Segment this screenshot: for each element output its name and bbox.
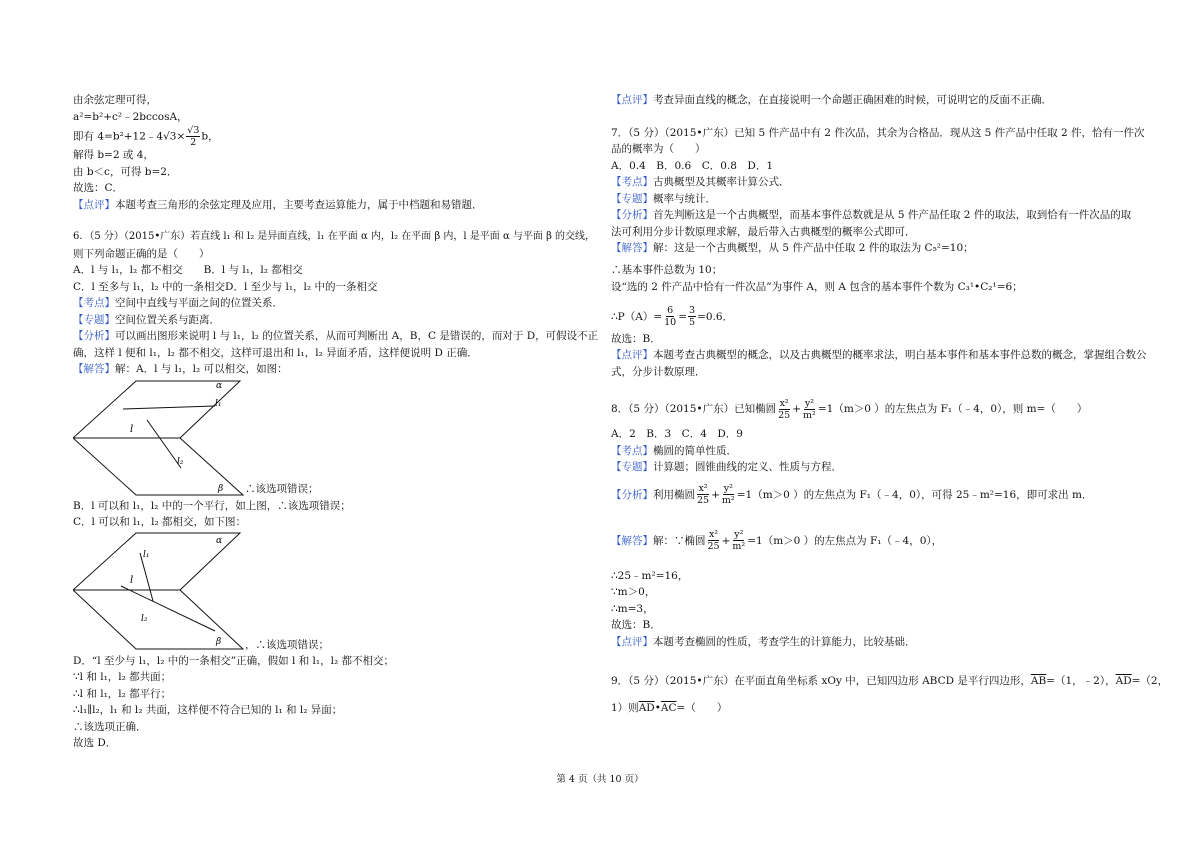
dianping-line <box>611 634 1131 651</box>
kaodian-tag: 【考点】 <box>611 444 653 457</box>
denominator: 2 <box>190 137 197 148</box>
denominator: 5 <box>689 317 696 328</box>
figure-caption: ∴该选项错误； <box>245 482 319 495</box>
denominator: m² <box>721 495 735 506</box>
text-line: 故选：C． <box>73 182 124 194</box>
dianping-line <box>611 347 1147 364</box>
fraction <box>663 305 677 328</box>
question-9-line <box>611 700 1131 717</box>
question-6-line: 则下列命题正确的是（ ） <box>73 247 210 260</box>
vector-ad: $\overline{AD}$ <box>1115 675 1132 687</box>
jieda-tag: 【解答】 <box>73 363 115 375</box>
alpha-label: α <box>216 535 223 546</box>
formula-text: + <box>792 403 802 415</box>
zhuanti-tag: 【专题】 <box>73 313 115 326</box>
text-line: ∴基本事件总数为 10； <box>611 264 723 276</box>
text-line: 解得 b=2 或 4， <box>73 149 154 161</box>
comment-text: 考查异面直线的概念，在直接说明一个命题正确困难的时候，可说明它的反面不正确． <box>653 94 1052 106</box>
fenxi-line: 法可利用分步计数原理求解，最后带入古典概型的概率公式即可． <box>611 225 916 238</box>
text-line: ∴l₁∥l₂，l₁ 和 l₂ 共面，这样便不符合已知的 l₁ 和 l₂ 异面； <box>73 704 343 716</box>
jieda-tag: 【解答】 <box>611 534 653 547</box>
figure-caption: ，∴该选项错误； <box>245 638 329 651</box>
formula-text: 即有 4=b²+12﹣4√3× <box>73 130 186 143</box>
jieda-text: 解：这是一个古典概型，从 5 件产品中任取 2 件的取法为 C₅²=10； <box>653 242 974 254</box>
fraction <box>707 529 721 552</box>
l1-label: l₁ <box>143 549 150 560</box>
zhuanti-text: 概率与统计． <box>653 192 716 205</box>
numerator: x² <box>779 397 789 409</box>
jieda-tag: 【解答】 <box>611 242 653 254</box>
dianping-line: 式，分步计数原理． <box>611 365 706 378</box>
text-line: 故选 D． <box>73 737 117 749</box>
fenxi-tag: 【分析】 <box>73 330 115 342</box>
formula-text: =0.6． <box>697 310 734 323</box>
text-line: ∵l 和 l₁，l₂ 都共面； <box>73 671 172 683</box>
text-line: ∴25﹣m²=16， <box>611 569 689 582</box>
fenxi-line <box>73 328 599 345</box>
l-label: l <box>130 423 134 435</box>
fenxi-text: 首先判断这是一个古典概型，而基本事件总数就是从 5 件产品任取 2 件的取法，取到恰有一件次品的取 <box>653 209 1132 221</box>
comment-line <box>611 92 1131 109</box>
denominator: m² <box>803 409 816 421</box>
jieda-text: 解：A．l 与 l₁，l₂ 可以相交，如图： <box>115 363 288 375</box>
text-line: 由 b＜c，可得 b=2． <box>73 165 178 178</box>
jieda-line <box>73 361 543 378</box>
text-line: ∴l 和 l₁，l₂ 都平行； <box>73 687 172 700</box>
kaodian-line <box>73 295 543 312</box>
left-column <box>73 92 599 752</box>
denominator: 25 <box>697 495 710 506</box>
numerator: 3 <box>689 305 696 316</box>
text-line: 由余弦定理可得， <box>73 94 157 106</box>
numerator: 6 <box>667 305 674 316</box>
l-label: l <box>130 574 134 586</box>
question-text: =（1，﹣2）， <box>1046 675 1116 687</box>
l1-label: l₁ <box>215 398 222 409</box>
question-text: 8．（5 分）（2015•广东）已知椭圆 <box>611 403 777 415</box>
kaodian-tag: 【考点】 <box>73 297 115 309</box>
fraction <box>777 398 791 421</box>
option-line: C．l 至多与 l₁，l₂ 中的一条相交D．l 至少与 l₁，l₂ 中的一条相交 <box>73 280 378 293</box>
denominator: m² <box>732 541 746 552</box>
dianping-text: 本题考查椭圆的性质，考查学生的计算能力，比较基础． <box>653 635 916 648</box>
zhuanti-tag: 【专题】 <box>611 461 653 473</box>
fraction <box>186 125 200 148</box>
formula-line: a²=b²+c²﹣2bccosA， <box>73 110 188 123</box>
question-6-line: 6．（5 分）（2015•广东）若直线 l₁ 和 l₂ 是异面直线，l₁ 在平面 α 内，l₂ 在平面 β 内，l 是平面 α 与平面 β 的交线， <box>73 231 596 242</box>
zhuanti-text: 空间位置关系与距离． <box>115 313 220 326</box>
text-line: 设“选的 2 件产品中恰有一件次品”为事件 A，则 A 包含的基本事件个数为 C₃¹•C₂¹=6； <box>611 280 1023 293</box>
question-8-line <box>611 392 1131 426</box>
planes-diagram <box>73 378 253 498</box>
kaodian-line <box>611 174 1131 191</box>
kaodian-line <box>611 443 1131 460</box>
option-line: A．2 B．3 C．4 D．9 <box>611 428 743 440</box>
vector-ac: $\overline{AC}$ <box>660 702 677 714</box>
formula-text: ∴P（A）= <box>611 310 663 323</box>
zhuanti-line <box>611 191 1131 208</box>
kaodian-tag: 【考点】 <box>611 176 653 188</box>
formula-line <box>611 303 1131 331</box>
kaodian-text: 空间中直线与平面之间的位置关系． <box>115 297 283 309</box>
comment-text: 本题考查三角形的余弦定理及应用，主要考查运算能力，属于中档题和易错题． <box>115 198 483 211</box>
numerator: √3 <box>187 125 200 136</box>
fenxi-line: 确，这样 l 便和 l₁，l₂ 都不相交，这样可退出和 l₁，l₂ 异面矛盾，这样便说明 D 正确． <box>73 346 478 359</box>
comment-tag: 【点评】 <box>73 198 115 211</box>
jieda-line <box>611 240 1131 262</box>
figure-planes-1 <box>73 378 543 498</box>
vector-ad: $\overline{AD}$ <box>638 702 655 714</box>
numerator: y² <box>734 529 744 540</box>
dianping-text: 本题考查古典概型的概念，以及古典概型的概率求法，明白基本事件和基本事件总数的概念，掌握组合数公 <box>653 349 1147 361</box>
fraction <box>731 529 746 552</box>
dot-operator: • <box>654 702 661 714</box>
dianping-tag: 【点评】 <box>611 349 653 361</box>
fenxi-tag: 【分析】 <box>611 209 653 221</box>
zhuanti-line <box>611 459 1131 476</box>
figure-planes-2 <box>73 531 543 653</box>
fraction <box>721 483 736 506</box>
fenxi-tag: 【分析】 <box>611 488 653 501</box>
option-line: C．l 可以和 l₁，l₂ 都相交，如下图： <box>73 516 247 528</box>
l2-label: l₂ <box>141 613 148 624</box>
fenxi-text: =1（m＞0 ）的左焦点为 F₁（﹣4，0），可得 25﹣m²=16，即可求出 m． <box>736 488 1093 501</box>
option-line: B．l 可以和 l₁，l₂ 中的一个平行，如上图，∴该选项错误； <box>73 499 351 512</box>
alpha-label: α <box>216 380 223 391</box>
formula-text: = <box>678 310 688 323</box>
beta-label: β <box>216 636 222 647</box>
question-text: 9．（5 分）（2015•广东）在平面直角坐标系 xOy 中，已知四边形 ABCD 是平行四边形， <box>611 675 1031 687</box>
jieda-line <box>611 522 1131 560</box>
fenxi-text: 利用椭圆 <box>653 488 695 501</box>
numerator: x² <box>698 483 708 494</box>
formula-text: + <box>721 534 731 547</box>
question-7-line: 7．（5 分）（2015•广东）已知 5 件产品中有 2 件次品，其余为合格品．现从这 5 件产品中任取 2 件，恰有一件次 <box>611 126 1145 139</box>
jieda-text: =1（m＞0 ）的左焦点为 F₁（﹣4，0）， <box>747 534 943 547</box>
question-text: =（2， <box>1131 675 1169 687</box>
option-line: D．“l 至少与 l₁，l₂ 中的一条相交”正确，假如 l 和 l₁，l₂ 都不相交； <box>73 654 395 667</box>
formula-text: + <box>711 488 720 501</box>
fenxi-line <box>611 207 1131 224</box>
fenxi-line <box>611 476 1131 514</box>
fraction <box>696 483 710 506</box>
option-line: A．0.4 B．0.6 C．0.8 D．1 <box>611 159 774 172</box>
planes-diagram <box>73 531 253 653</box>
text-line: 故选：B． <box>611 619 661 631</box>
denominator: 10 <box>664 317 677 328</box>
question-text: =1（m＞0 ）的左焦点为 F₁（﹣4，0），则 m=（ ） <box>817 403 1088 415</box>
numerator: y² <box>804 397 815 409</box>
fraction <box>688 305 696 328</box>
numerator: x² <box>708 529 719 540</box>
jieda-text: 解：∵椭圆 <box>653 534 706 547</box>
zhuanti-line <box>73 312 543 329</box>
kaodian-text: 古典概型及其概率计算公式． <box>653 176 790 188</box>
text-line: ∴m=3， <box>611 602 654 615</box>
beta-label: β <box>218 483 224 494</box>
comment-line <box>73 197 543 214</box>
page-footer: 第 4 页（共 10 页） <box>556 774 644 785</box>
l2-label: l₂ <box>177 456 184 467</box>
question-text: =（ ） <box>676 702 728 714</box>
denominator: 25 <box>778 409 791 421</box>
zhuanti-tag: 【专题】 <box>611 192 653 205</box>
comment-tag: 【点评】 <box>611 94 653 106</box>
formula-text: b， <box>201 130 219 143</box>
zhuanti-text: 计算题；圆锥曲线的定义、性质与方程． <box>653 461 842 473</box>
numerator: y² <box>723 483 733 494</box>
denominator: 25 <box>707 541 720 552</box>
option-line: A．l 与 l₁，l₂ 都不相交 B．l 与 l₁，l₂ 都相交 <box>73 264 303 276</box>
question-9-line <box>611 670 1169 692</box>
kaodian-text: 椭圆的简单性质． <box>653 444 737 457</box>
fraction <box>802 398 817 421</box>
fenxi-text: 可以画出图形来说明 l 与 l₁，l₂ 的位置关系，从而可判断出 A，B，C 是错误的，而对于 D，可假设不正 <box>115 330 599 342</box>
text-line: ∴该选项正确． <box>73 720 147 733</box>
text-line: ∵m＞0， <box>611 586 656 598</box>
dianping-tag: 【点评】 <box>611 635 653 648</box>
right-column <box>611 92 1169 717</box>
text-line: 故选：B． <box>611 332 661 345</box>
question-text: 1）则 <box>611 702 639 714</box>
question-7-line: 品的概率为（ ） <box>611 143 706 155</box>
formula-line <box>73 125 543 147</box>
vector-ab: $\overline{AB}$ <box>1030 675 1047 687</box>
